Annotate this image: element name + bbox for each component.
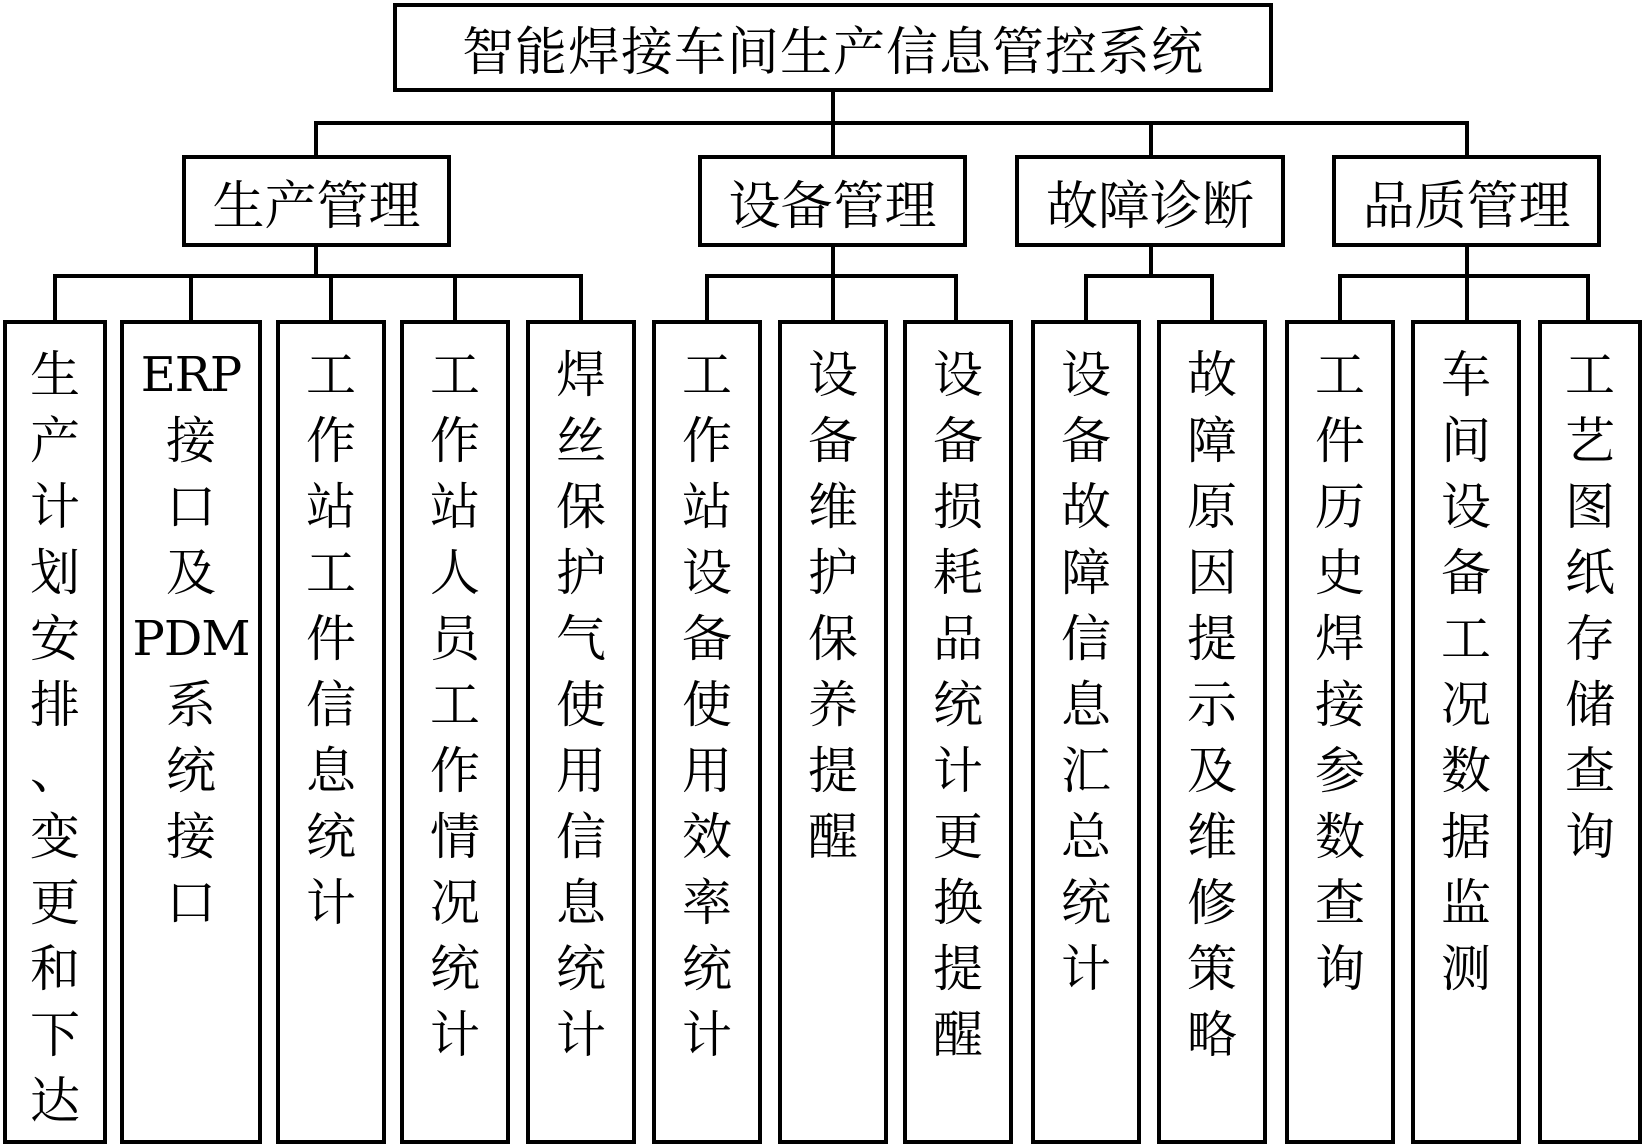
connector: [1338, 274, 1342, 324]
leaf-consumable-reminder: [903, 320, 1013, 1144]
connector: [954, 274, 958, 324]
connector: [579, 274, 583, 324]
connector: [53, 274, 583, 278]
category-quality-label: 品质管理: [1362, 176, 1571, 237]
connector: [453, 274, 457, 324]
connector: [314, 121, 318, 159]
connector: [329, 274, 333, 324]
category-production-label: 生产管理: [212, 176, 421, 237]
leaf-label: 工 作 站 工 件 信 息 统 计: [306, 346, 356, 932]
category-equipment-label: 设备管理: [728, 176, 937, 237]
category-equipment: [698, 155, 967, 247]
leaf-label: 故 障 原 因 提 示 及 维 修 策 略: [1187, 346, 1237, 1064]
category-quality: [1332, 155, 1601, 247]
leaf-label: ERP 接 口 及 PDM 系 统 接 口: [132, 347, 250, 932]
leaf-erp-pdm-interface: [120, 320, 262, 1144]
root-node-label: 智能焊接车间生产信息管控系统: [461, 23, 1204, 83]
leaf-label: 车 间 设 备 工 况 数 据 监 测: [1441, 346, 1491, 998]
connector: [831, 243, 835, 277]
connector: [314, 243, 318, 277]
connector: [1084, 274, 1088, 324]
connector: [705, 274, 709, 324]
leaf-label: 工 作 站 设 备 使 用 效 率 统 计: [682, 346, 732, 1064]
connector: [1149, 243, 1153, 277]
leaf-drawing-storage-query: [1538, 320, 1642, 1144]
leaf-equipment-efficiency: [652, 320, 762, 1144]
connector: [53, 274, 57, 324]
connector: [314, 121, 1469, 125]
leaf-label: 设 备 故 障 信 息 汇 总 统 计: [1061, 346, 1111, 998]
connector: [1465, 243, 1469, 277]
root-node: [393, 3, 1273, 92]
connector: [1210, 274, 1214, 324]
category-fault: [1015, 155, 1285, 247]
category-fault-label: 故障诊断: [1045, 176, 1254, 237]
leaf-label: 生 产 计 划 安 排 、 变 更 和 下 达: [30, 346, 80, 1130]
connector: [831, 121, 835, 159]
leaf-workstation-part-stats: [276, 320, 386, 1144]
leaf-workstation-staff-stats: [400, 320, 510, 1144]
connector: [1149, 121, 1153, 159]
connector: [1084, 274, 1214, 278]
connector: [831, 274, 835, 324]
leaf-label: 设 备 损 耗 品 统 计 更 换 提 醒: [933, 346, 983, 1064]
connector: [189, 274, 193, 324]
leaf-label: 工 件 历 史 焊 接 参 数 查 询: [1315, 346, 1365, 998]
category-production: [182, 155, 451, 247]
connector: [1338, 274, 1590, 278]
leaf-wire-gas-stats: [526, 320, 636, 1144]
leaf-label: 工 作 站 人 员 工 作 情 况 统 计: [430, 346, 480, 1064]
leaf-production-plan: [3, 320, 107, 1144]
leaf-label: 工 艺 图 纸 存 储 查 询: [1565, 346, 1615, 866]
leaf-label: 设 备 维 护 保 养 提 醒: [808, 346, 858, 866]
leaf-fault-cause-strategy: [1157, 320, 1267, 1144]
leaf-maintenance-reminder: [778, 320, 888, 1144]
leaf-label: 焊 丝 保 护 气 使 用 信 息 统 计: [556, 346, 606, 1064]
connector: [1465, 121, 1469, 159]
connector: [831, 88, 835, 124]
leaf-fault-summary: [1031, 320, 1141, 1144]
connector: [1586, 274, 1590, 324]
connector: [1465, 274, 1469, 324]
leaf-weld-parameter-query: [1285, 320, 1395, 1144]
leaf-equipment-condition-monitor: [1411, 320, 1521, 1144]
